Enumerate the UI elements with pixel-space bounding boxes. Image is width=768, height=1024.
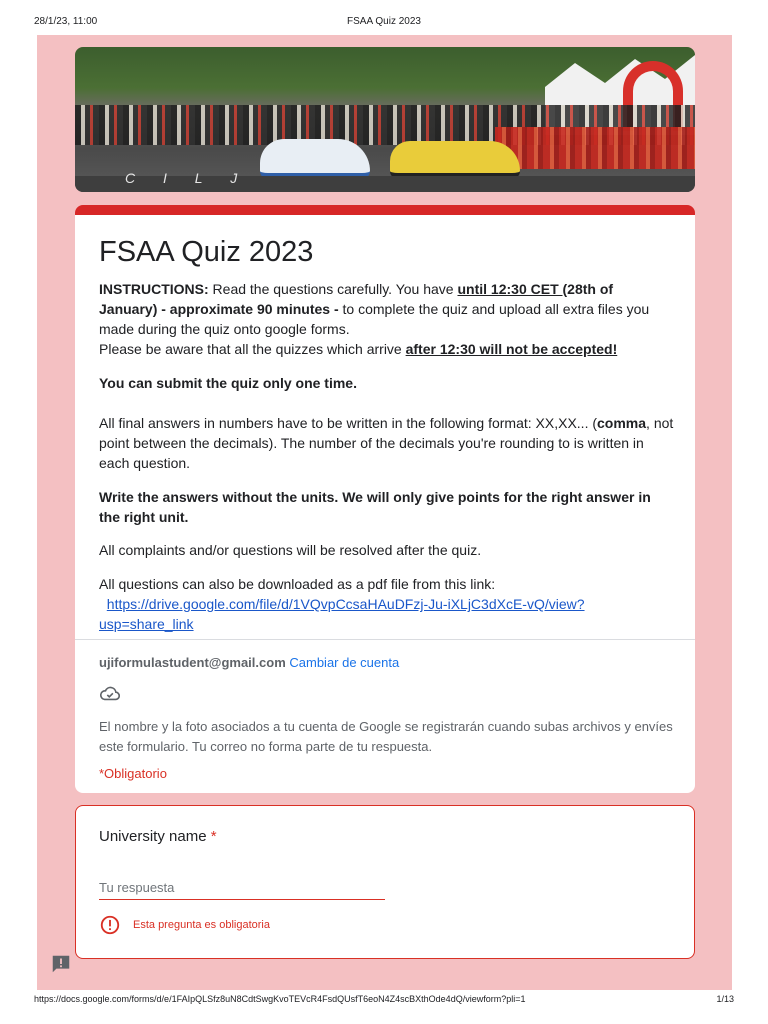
download-link[interactable]: https://drive.google.com/file/d/1VQvpCcsaHAuDFzj-Ju-iXLjC3dXcE-vQ/view?usp=share_link [99, 596, 585, 632]
download-note [99, 574, 674, 634]
error-icon [99, 914, 121, 936]
divider [75, 639, 695, 640]
units-note-text: Write the answers without the units. We will only give points for the right answer in the right unit. [99, 489, 651, 525]
account-email: ujiformulastudent@gmail.com [99, 655, 286, 670]
late-warning-text: Please be aware that all the quizzes which arrive [99, 341, 406, 357]
download-note-text: All questions can also be downloaded as a pdf file from this link: [99, 576, 496, 592]
print-header [0, 16, 768, 30]
one-submission-note [99, 373, 674, 393]
account-line [99, 655, 399, 670]
number-format-note [99, 413, 674, 473]
format-text: All final answers in numbers have to be written in the following format: XX,XX... ( [99, 415, 598, 431]
late-warning-emphasis: after 12:30 will not be accepted! [405, 341, 618, 357]
instructions-text: Read the questions carefully. You have [208, 281, 458, 297]
format-comma: comma [597, 415, 647, 431]
units-note [99, 487, 674, 527]
print-page-number: 1/13 [716, 994, 734, 1004]
banner-road-text: C I L J [125, 170, 250, 186]
privacy-note: El nombre y la foto asociados a tu cuenta de Google se registrarán cuando subas archivos y envíes este formulario. Tu correo no forma parte de tu respuesta. [99, 719, 673, 754]
university-name-input[interactable] [99, 876, 385, 900]
form-header-card [75, 205, 695, 793]
banner-white-car [260, 139, 370, 179]
question-card-university [75, 805, 695, 959]
form-title: FSAA Quiz 2023 [99, 236, 314, 268]
question-title [99, 828, 217, 845]
one-submission-text: You can submit the quiz only one time. [99, 375, 357, 391]
banner-yellow-car [390, 141, 520, 179]
required-legend: *Obligatorio [99, 766, 167, 781]
feedback-icon[interactable] [50, 953, 72, 975]
complaints-note: All complaints and/or questions will be resolved after the quiz. [99, 542, 482, 558]
switch-account-link[interactable]: Cambiar de cuenta [289, 655, 400, 670]
instructions-text-2: to complete the quiz and upload all extra files you made during the quiz onto google forms. [99, 301, 650, 337]
error-message: Esta pregunta es obligatoria [133, 919, 270, 931]
question-title-text: University name [99, 828, 207, 845]
print-title: FSAA Quiz 2023 [347, 16, 421, 27]
instructions-paragraph [99, 279, 674, 359]
cloud-check-icon [99, 685, 121, 703]
banner-red-crowd [495, 127, 695, 169]
deadline-text: until 12:30 CET [457, 281, 563, 297]
validation-error [99, 914, 270, 936]
date-text: (28th of January) - approximate 90 minutes - [99, 281, 614, 317]
instructions-label: INSTRUCTIONS: [99, 281, 209, 297]
header-banner-image [75, 47, 695, 192]
format-text-2: , not point between the decimals). The number of the decimals you're rounding to is written in each question. [99, 415, 674, 471]
print-url: https://docs.google.com/forms/d/e/1FAIpQLSfz8uN8CdtSwgKvoTEVcR4FsdQUsfT6eoN4Z4scBXthOde4dQ/viewform?pli=1 [34, 994, 526, 1004]
print-datetime: 28/1/23, 11:00 [34, 16, 98, 27]
required-asterisk: * [210, 828, 217, 845]
